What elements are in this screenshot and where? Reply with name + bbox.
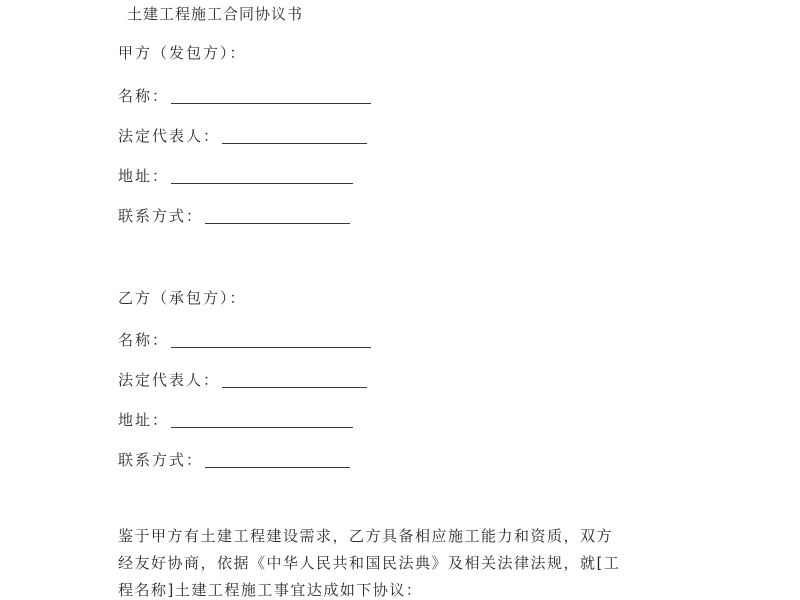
party-a-name-blank[interactable] [171,85,371,104]
party-b-address-blank[interactable] [171,409,353,428]
party-b-address-label: 地址： [118,411,170,429]
party-a-contact-label: 联系方式： [118,207,204,225]
preamble-line-3: 程名称]土建工程施工事宜达成如下协议： [118,581,423,599]
party-b-contact-label: 联系方式： [118,451,204,469]
preamble-line-1: 鉴于甲方有土建工程建设需求，乙方具备相应施工能力和资质，双方 [118,527,614,545]
party-a-name-label: 名称： [118,87,170,105]
party-a-contact-blank[interactable] [205,205,350,224]
party-b-name-blank[interactable] [171,329,371,348]
party-b-address-row [118,406,353,430]
party-a-rep-label: 法定代表人： [118,127,221,145]
party-b-contact-blank[interactable] [205,449,350,468]
document-title: 土建工程施工合同协议书 [127,5,304,23]
party-b-name-label: 名称： [118,331,170,349]
party-a-contact-row [118,202,350,226]
party-a-name-row [118,82,371,106]
party-b-name-row [118,326,371,350]
party-a-rep-row [118,122,367,146]
party-a-address-label: 地址： [118,167,170,185]
party-a-heading: 甲方（发包方）： [118,44,247,62]
party-b-heading: 乙方（承包方）： [118,289,247,307]
preamble-line-2: 经友好协商，依据《中华人民共和国民法典》及相关法律法规，就[工 [118,554,621,572]
party-a-address-blank[interactable] [171,165,353,184]
agreement-preamble [118,523,698,600]
party-a-address-row [118,162,353,186]
party-b-rep-row [118,366,367,390]
party-b-rep-label: 法定代表人： [118,371,221,389]
party-b-rep-blank[interactable] [222,369,367,388]
party-a-rep-blank[interactable] [222,125,367,144]
party-b-contact-row [118,446,350,470]
